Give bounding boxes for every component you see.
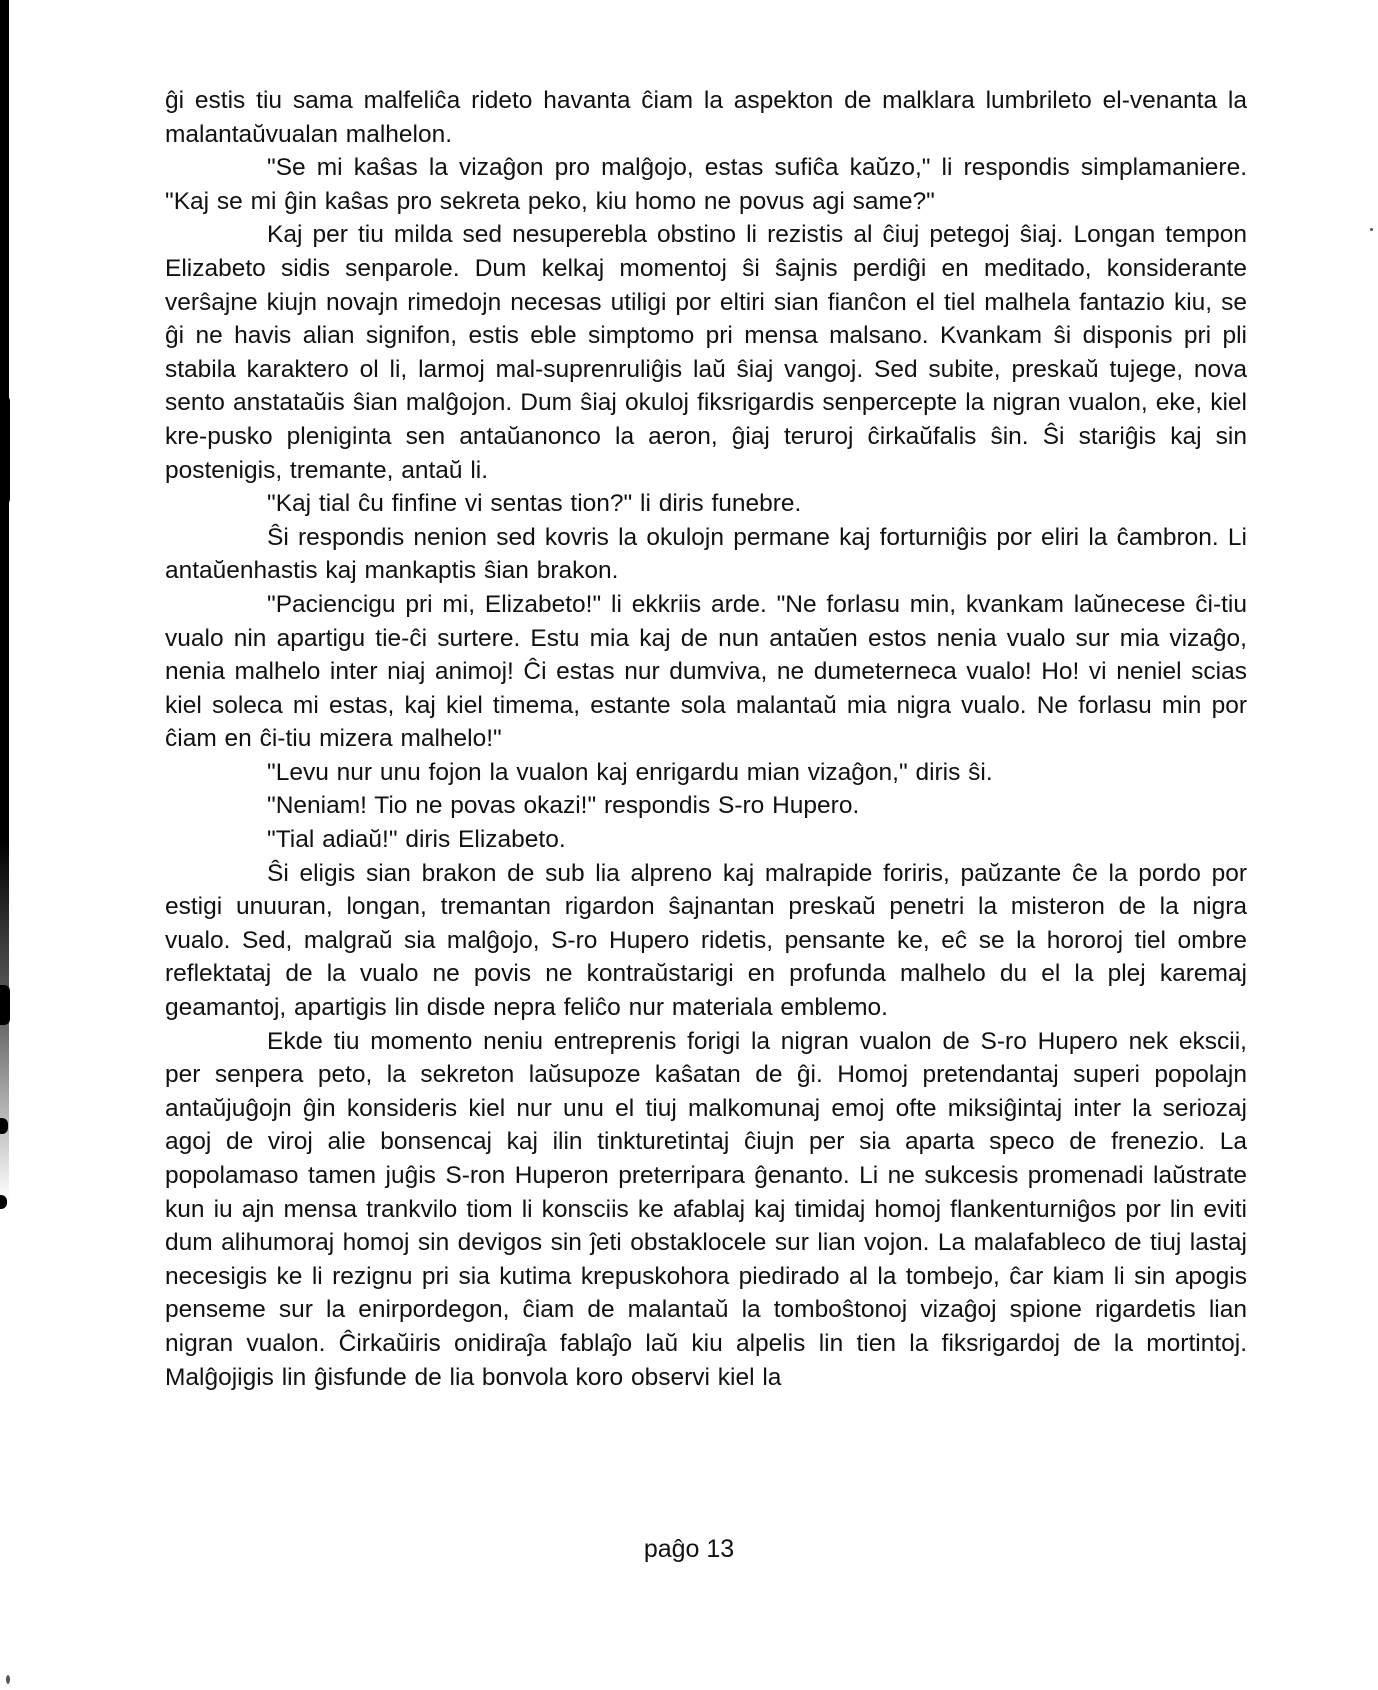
scan-blot (0, 1195, 7, 1209)
paragraph: Ekde tiu momento neniu entreprenis forigi la nigran vualon de S-ro Hupero nek ekscii, per senpera peto, la sekreton laŭsupoze kaŝatan de ĝi. Homoj pretendantaj superi popolajn antaŭjuĝojn ĝin konsideris kiel nur unu el tiuj malkomunaj emoj ofte miksiĝintaj inter la seriozaj agoj de viroj alie bonsencaj kaj ilin tinkturetintaj ĉiujn per sia aparta speco de frenezio. La popolamaso tamen juĝis S-ron Huperon preterripara ĝenanto. Li ne sukcesis promenadi laŭstrate kun iu ajn mensa trankvilo tiom li konsciis ke afablaj kaj timidaj homoj flankenturniĝos por lin eviti dum alihumoraj homoj sin devigos sin ĵeti obstaklocele sur lian vojon. La malafableco de tiuj lastaj necesigis ke li rezignu pri sia kutima krepuskohora piedirado al la tombejo, ĉar kiam li sin apogis penseme sur la enirpordegon, ĉiam de malantaŭ la tomboŝtonoj vizaĝoj spione rigardetis lian nigran vualon. Ĉirkaŭiris onidiraĵa fablaĵo laŭ kiu alpelis lin tien la fiksrigardoj de la mortintoj. Malĝojigis lin ĝisfunde de lia bonvola koro observi kiel la (165, 1027, 1247, 1391)
paragraph: "Paciencigu pri mi, Elizabeto!" li ekkriis arde. "Ne forlasu min, kvankam laŭnecese ĉi-tiu vualo nin apartigu tie-ĉi surtere. Estu mia kaj de nun antaŭen estos nenia vualo sur mia vizaĝo, nenia malhelo inter niaj animoj! Ĉi estas nur dumviva, ne dumeterneca vualo! Ho! vi neniel scias kiel soleca mi estas, kaj kiel timema, estante sola malantaŭ mia nigra vualo. Ne forlasu min por ĉiam en ĉi-tiu mizera malhelo!" (165, 590, 1247, 753)
paragraph: "Levu nur unu fojon la vualon kaj enrigardu mian vizaĝon," diris ŝi. (267, 758, 993, 786)
paragraph: "Tial adiaŭ!" diris Elizabeto. (267, 826, 566, 854)
paragraph: "Kaj tial ĉu finfine vi sentas tion?" li diris funebre. (267, 490, 802, 518)
paragraph: Ŝi respondis nenion sed kovris la okulojn permane kaj forturniĝis por eliri la ĉambron. Li antaŭenhastis kaj mankaptis ŝian brakon. (165, 523, 1247, 585)
scan-blot (0, 1118, 8, 1134)
page-number: paĝo 13 (643, 1535, 735, 1563)
scan-blot (0, 985, 10, 1025)
paragraph: Kaj per tiu milda sed nesuperebla obstino li rezistis al ĉiuj petegoj ŝiaj. Longan tempon Elizabeto sidis senparole. Dum kelkaj momentoj ŝi ŝajnis perdiĝi en meditado, konsiderante verŝajne kiujn novajn rimedojn necesas utiligi por eltiri sian fianĉon el tiel malhela fantazio kiu, se ĝi ne havis alian signifon, estis eble simptomo pri mensa malsano. Kvankam ŝi disponis pri pli stabila karaktero ol li, larmoj mal-suprenruliĝis laŭ ŝiaj vangoj. Sed subite, preskaŭ tujege, nova sento anstataŭis ŝian malĝojon. Dum ŝiaj okuloj fiksrigardis senpercepte la nigran vualon, eke, kiel kre-pusko pleniginta sen antaŭanonco la aeron, ĝiaj teruroj ĉirkaŭfalis ŝin. Ŝi stariĝis kaj sin postenigis, tremante, antaŭ li. (165, 221, 1247, 484)
scan-speck (1370, 228, 1373, 231)
paragraph: ĝi estis tiu sama malfeliĉa rideto havanta ĉiam la aspekton de malklara lumbrileto el-venanta la malantaŭvualan malhelon. (165, 87, 1247, 148)
document-body (165, 84, 1247, 1394)
paragraph: "Se mi kaŝas la vizaĝon pro malĝojo, estas sufiĉa kaŭzo," li respondis simplamaniere. "Kaj se mi ĝin kaŝas pro sekreta peko, kiu homo ne povus agi same?" (165, 154, 1247, 215)
paragraph: Ŝi eligis sian brakon de sub lia alpreno kaj malrapide foriris, paŭzante ĉe la pordo por estigi unuuran, longan, tremantan rigardon ŝajnantan preskaŭ penetri la misteron de la nigra vualo. Sed, malgraŭ sia malĝojo, S-ro Hupero ridetis, pensante ke, eĉ se la hororoj tiel ombre reflektataj de la vualo ne povis ne kontraŭstarigi en profunda malhelo du el la plej karemaj geamantoj, apartigis lin disde nepra feliĉo nur materiala emblemo. (165, 859, 1247, 1022)
paragraph: "Neniam! Tio ne povas okazi!" respondis S-ro Hupero. (267, 792, 860, 820)
scan-blot (0, 395, 10, 505)
scan-speck (6, 1675, 10, 1684)
